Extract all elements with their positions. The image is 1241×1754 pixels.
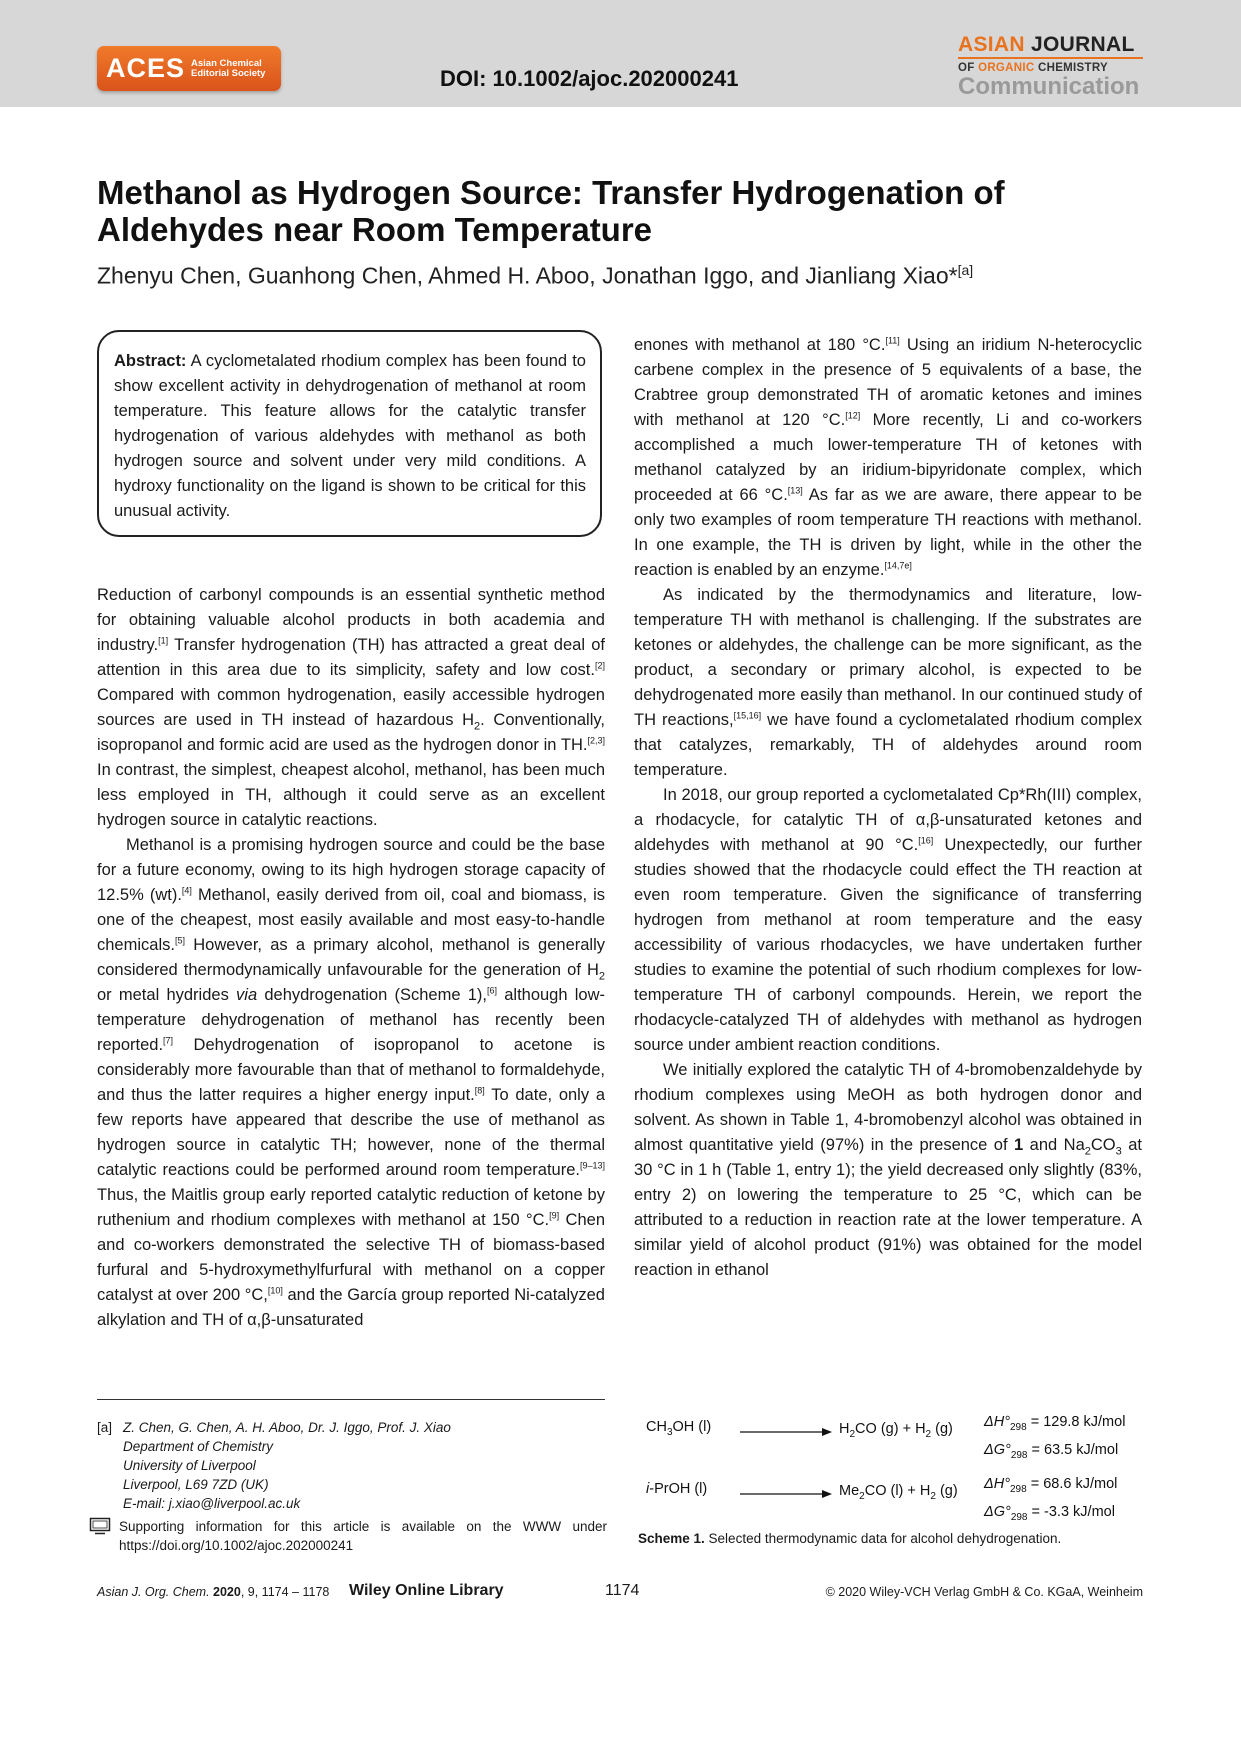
journal-word-chemistry: CHEMISTRY <box>1037 62 1108 74</box>
wiley-online-library-link[interactable]: Wiley Online Library <box>349 1582 504 1599</box>
aces-sub-line1: Asian Chemical <box>191 57 262 69</box>
body-left-column <box>97 583 605 1333</box>
journal-logo[interactable] <box>958 34 1143 99</box>
footnote-authors: Z. Chen, G. Chen, A. H. Aboo, Dr. J. Iggo, Prof. J. Xiao <box>123 1420 451 1435</box>
footnote-university: University of Liverpool <box>123 1458 256 1473</box>
citation[interactable]: [15,16] <box>733 710 762 721</box>
article-title <box>97 174 1097 248</box>
scheme-1 <box>634 1405 1134 1523</box>
scheme-caption <box>638 1531 1061 1546</box>
paragraph: In 2018, our group reported a cyclometalated Cp*Rh(III) complex, a rhodacycle, for catalytic TH of α,β-unsaturated ketones and aldehydes with methanol at 90 °C.[16] Unexpectedly, our further studies showed that the rhodacycle could effect the TH reaction at even room temperature. Given the significance of transferring hydrogen from methanol at room temperature and the easy accessibility of various rhodacycles, we have undertaken further studies to examine the potential of such rhodium complexes for low-temperature TH of carbonyl compounds. Herein, we report the rhodacycle-catalyzed TH of aldehydes with methanol as hydrogen source under ambient reaction conditions. <box>634 786 1143 1054</box>
aces-sub-line2: Editorial Society <box>191 67 266 79</box>
citation[interactable]: [13] <box>787 485 803 496</box>
citation[interactable]: [9] <box>549 1210 560 1221</box>
aces-logo[interactable] <box>97 46 281 91</box>
title-line1: Methanol as Hydrogen Source: Transfer Hydrogenation of <box>97 174 1005 211</box>
citation[interactable]: [11] <box>885 335 900 346</box>
copyright: © 2020 Wiley-VCH Verlag GmbH & Co. KGaA, Weinheim <box>825 1585 1143 1599</box>
paragraph: We initially explored the catalytic TH of 4-bromobenzaldehyde by rhodium complexes using MeOH as both hydrogen donor and solvent. As shown in Table 1, 4-bromobenzyl alcohol was obtained in almost quantitative yield (97%) in the presence of 1 and $Na_2CO_3$ at 30 °C in 1 h (Table 1, entry 1); the yield decreased only slightly (83%, entry 2) on lowering the temperature to 25 °C, which can be attributed to a reduction in reaction rate at the lower temperature. A similar yield of alcohol product (91%) was obtained for the model reaction in ethanol <box>634 1061 1142 1279</box>
aces-logo-mark: ACES <box>106 53 186 83</box>
reaction-arrow-icon <box>740 1425 832 1441</box>
aces-logo-subtitle <box>191 59 265 79</box>
citation[interactable]: [14,7e] <box>884 560 912 571</box>
affiliation-mark[interactable]: [a] <box>957 262 974 278</box>
journal-word-asian: ASIAN <box>958 33 1025 56</box>
abstract-text: A cyclometalated rhodium complex has been found to show excellent activity in dehydrogenation of methanol at room temperature. This feature allows for the catalytic transfer hydrogenation of various aldehydes with methanol as both hydrogen source and solvent under very mild conditions. A hydroxy functionality on the ligand is shown to be critical for this unusual activity. <box>114 352 586 520</box>
citation[interactable]: [10] <box>267 1285 283 1296</box>
footnote-label: [a] <box>97 1420 113 1435</box>
footnote-department: Department of Chemistry <box>123 1439 274 1454</box>
citation[interactable]: [2,3] <box>587 735 605 746</box>
product: $Me_2CO$ $(l) + H_2$ (g) <box>839 1483 958 1502</box>
supporting-info-note <box>89 1517 607 1555</box>
reaction-arrow-icon <box>740 1487 832 1503</box>
footnote-email[interactable]: E-mail: j.xiao@liverpool.ac.uk <box>123 1496 301 1511</box>
supporting-info-link[interactable]: Supporting information for this article is available on the WWW under https://doi.org/10.1002/ajoc.202000241 <box>119 1519 607 1553</box>
journal-header <box>0 0 1241 107</box>
page-number: 1174 <box>605 1582 640 1599</box>
scheme-caption-text: Selected thermodynamic data for alcohol dehydrogenation. <box>704 1531 1062 1546</box>
scheme-row-methanol <box>634 1411 1134 1461</box>
footnote-divider <box>97 1399 605 1400</box>
abstract-box <box>97 330 602 537</box>
thermo-values: $\Delta H^\circ_{298} = 68.6$ kJ/mol $\Delta G^\circ_{298} = -3.3$ kJ/mol <box>984 1476 1118 1523</box>
citation[interactable]: [8] <box>474 1085 485 1096</box>
scheme-caption-label: Scheme 1. <box>638 1531 705 1546</box>
journal-word-organic: ORGANIC <box>978 62 1035 74</box>
journal-word-journal: JOURNAL <box>1030 33 1135 56</box>
citation[interactable]: [1] <box>158 635 169 646</box>
thermo-values: $\Delta H^\circ_{298} = 129.8$ kJ/mol $\Delta G^\circ_{298} = 63.5$ kJ/mol <box>984 1414 1126 1461</box>
citation[interactable]: [5] <box>174 935 185 946</box>
citation[interactable]: [12] <box>845 410 861 421</box>
reactant: i-PrOH (l) <box>646 1481 708 1497</box>
computer-icon <box>89 1517 119 1555</box>
doi-link[interactable]: DOI: 10.1002/ajoc.202000241 <box>440 66 739 91</box>
citation[interactable]: [6] <box>487 985 498 996</box>
title-line2: Aldehydes near Room Temperature <box>97 211 653 248</box>
affiliation-footnote <box>97 1418 607 1513</box>
journal-citation: Asian J. Org. Chem. 2020, 9, 1174 – 1178 <box>97 1585 330 1599</box>
footnote-lines <box>123 1418 451 1513</box>
citation[interactable]: [7] <box>163 1035 174 1046</box>
journal-rule <box>958 57 1143 59</box>
citation[interactable]: [9–13] <box>579 1160 605 1171</box>
citation[interactable]: [16] <box>918 835 934 846</box>
journal-name-line1 <box>958 34 1143 56</box>
citation[interactable]: [4] <box>181 885 192 896</box>
body-right-column <box>634 333 1142 1283</box>
paragraph: Reduction of carbonyl compounds is an essential synthetic method for obtaining valuable alcohol products in both academia and industry.[1] Transfer hydrogenation (TH) has attracted a great deal of attention in this area due to its simplicity, safety and low cost.[2] Compared with common hydrogenation, easily accessible hydrogen sources are used in TH instead of hazardous $H_2$. Conventionally, isopropanol and formic acid are used as the hydrogen donor in TH.[2,3] In contrast, the simplest, cheapest alcohol, methanol, has been much less employed in TH, although it could serve as an excellent hydrogen source in catalytic reactions. <box>97 586 605 829</box>
abstract-label: Abstract: <box>114 352 187 370</box>
paragraph: Methanol is a promising hydrogen source and could be the base for a future economy, owing to its high hydrogen storage capacity of 12.5% (wt).[4] Methanol, easily derived from oil, coal and biomass, is one of the cheapest, most easily available and most easy-to-handle chemicals.[5] However, as a primary alcohol, methanol is generally considered thermodynamically unfavourable for the generation of $H_2$ or metal hydrides via dehydrogenation (Scheme 1),[6] although low-temperature dehydrogenation of methanol has recently been reported.[7] Dehydrogenation of isopropanol to acetone is considerably more favourable than that of methanol to formaldehyde, and thus the latter requires a higher energy input.[8] To date, only a few reports have appeared that describe the use of methanol as hydrogen source in catalytic TH; however, none of the thermal catalytic reactions could be performed around room temperature.[9–13] Thus, the Maitlis group early reported catalytic reduction of ketone by ruthenium and rhodium complexes with methanol at 150 °C.[9] Chen and co-workers demonstrated the selective TH of biomass-based furfural and 5-hydroxymethylfurfural with methanol on a copper catalyst at over 200 °C,[10] and the García group reported Ni-catalyzed alkylation and TH of α,β-unsaturated <box>97 836 606 1329</box>
authors-text: Zhenyu Chen, Guanhong Chen, Ahmed H. Aboo, Jonathan Iggo, and Jianliang Xiao* <box>97 262 958 289</box>
author-list <box>97 262 1147 290</box>
scheme-row-isopropanol <box>634 1473 1134 1523</box>
paragraph: As indicated by the thermodynamics and literature, low-temperature TH with methanol is challenging. If the substrates are ketones or aldehydes, the challenge can be more significant, as the product, a secondary or primary alcohol, is expected to be dehydrogenated more easily than methanol. In our continued study of TH reactions,[15,16] we have found a cyclometalated rhodium complex that catalyzes, remarkably, TH of aldehydes around room temperature. <box>634 586 1142 779</box>
article-type: Communication <box>958 73 1140 100</box>
reactant: $CH_3OH$ (l) <box>646 1419 712 1438</box>
journal-word-of: OF <box>958 62 975 74</box>
citation[interactable]: [2] <box>594 660 605 671</box>
footnote-address: Liverpool, L69 7ZD (UK) <box>123 1477 269 1492</box>
product: $H_2CO$ $(g) + H_2$ (g) <box>839 1421 953 1440</box>
paragraph: enones with methanol at 180 °C.[11] Using an iridium N-heterocyclic carbene complex in the presence of 5 equivalents of a base, the Crabtree group demonstrated TH of aromatic ketones and imines with methanol at 120 °C.[12] More recently, Li and co-workers accomplished a much lower-temperature TH of ketones with methanol catalyzed by an iridium-bipyridonate complex, which proceeded at 66 °C.[13] As far as we are aware, there appear to be only two examples of room temperature TH reactions with methanol. In one example, the TH is driven by light, while in the other the reaction is enabled by an enzyme.[14,7e] <box>634 335 1142 579</box>
page-footer <box>97 1583 1143 1605</box>
